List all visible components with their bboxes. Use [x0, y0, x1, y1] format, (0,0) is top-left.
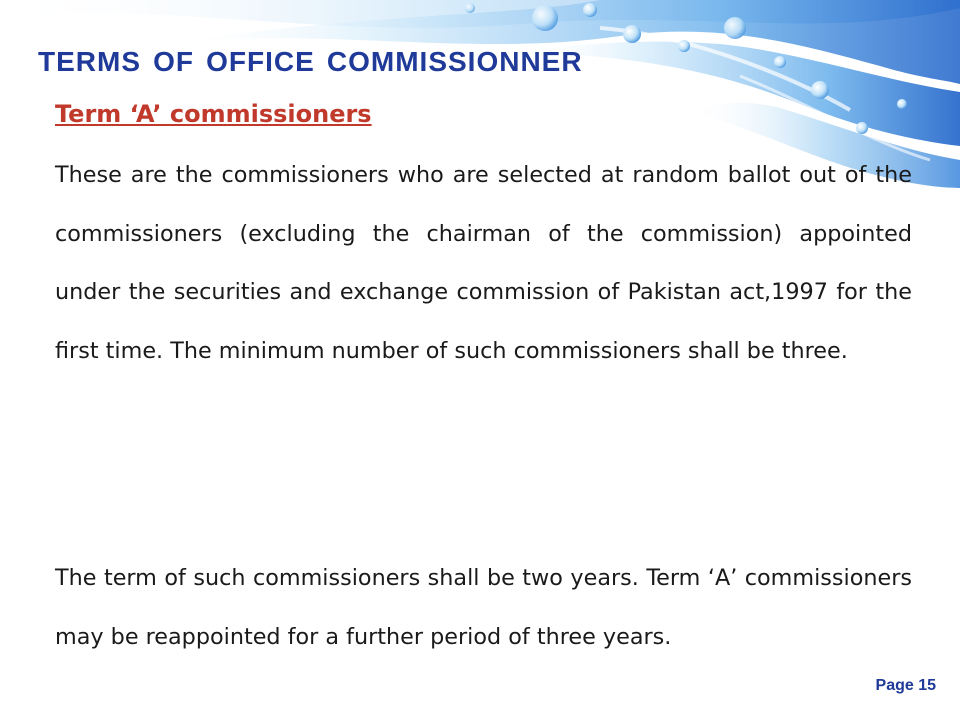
section-heading: Term ‘A’ commissioners: [55, 100, 372, 128]
body-paragraph-1: These are the commissioners who are selected at random ballot out of the commissioners (excluding the chairman of the commission) appointed under the securities and exchange commission of Pakistan act,1997 for the first time. The minimum number of such commissioners shall be three.: [55, 162, 912, 364]
body-paragraph-2: The term of such commissioners shall be two years. Term ‘A’ commissioners may be reappointed for a further period of three years.: [55, 565, 912, 650]
slide-title: terms of office commissionner: [38, 36, 583, 80]
page-number: Page 15: [875, 677, 936, 694]
